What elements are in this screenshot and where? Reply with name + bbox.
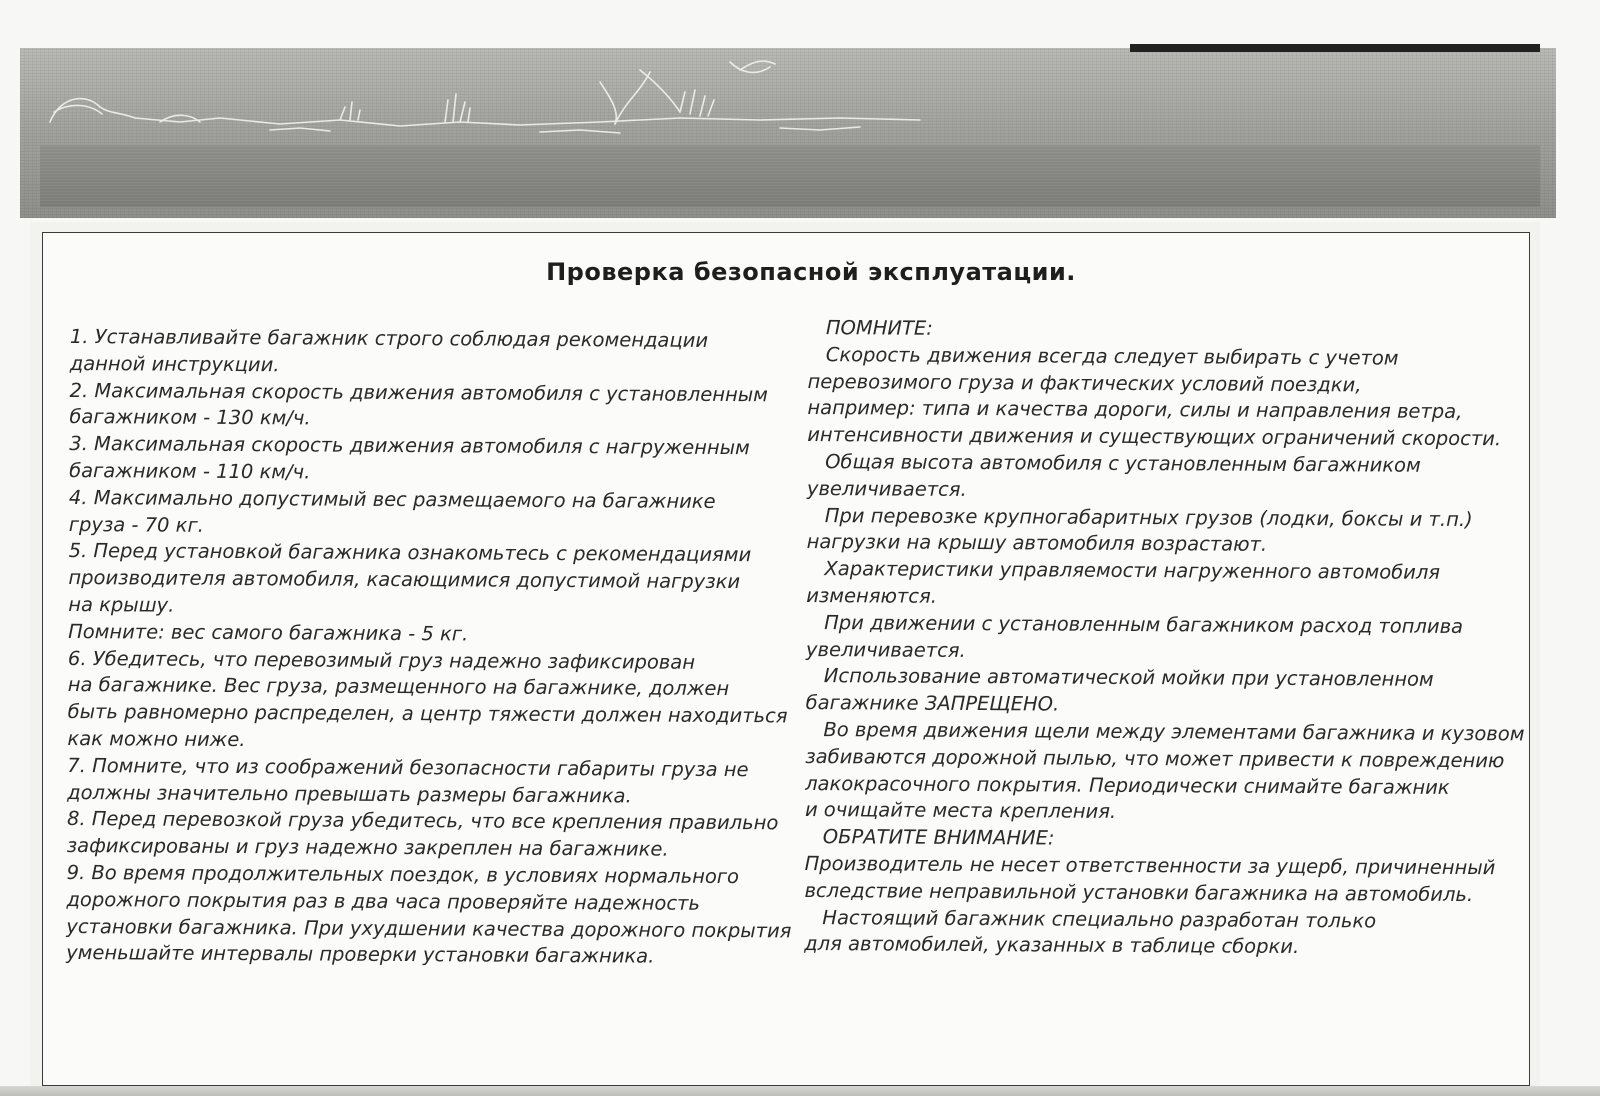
right-line: перевозимого груза и фактических условий поездки,	[807, 369, 1362, 396]
right-line: увеличивается.	[806, 476, 967, 501]
right-line: При движении с установленным багажником расход топлива	[824, 610, 1464, 638]
right-line: лакокрасочного покрытия. Периодически снимайте багажник	[805, 771, 1450, 799]
left-line: установки багажника. При ухудшении качества дорожного покрытия	[66, 914, 792, 942]
left-line: 8. Перед перевозкой груза убедитесь, что все крепления правильно	[66, 807, 779, 835]
right-line: изменяются.	[806, 583, 938, 608]
right-line: для автомобилей, указанных в таблице сборки.	[804, 932, 1300, 959]
right-line: багажнике ЗАПРЕЩЕНО.	[805, 691, 1060, 716]
left-line: 5. Перед установкой багажника ознакомьтесь с рекомендациями	[68, 539, 752, 567]
left-line: груза - 70 кг.	[68, 512, 205, 537]
right-line: ОБРАТИТЕ ВНИМАНИЕ:	[822, 825, 1055, 850]
left-line: как можно ниже.	[67, 726, 246, 752]
right-line: интенсивности движения и существующих ограничений скорости.	[807, 423, 1502, 451]
right-line: Использование автоматической мойки при установленном	[823, 664, 1434, 692]
right-line: Настоящий багажник специально разработан только	[822, 905, 1377, 933]
banner-edge	[1130, 44, 1540, 52]
right-line: например: типа и качества дороги, силы и направления ветра,	[807, 396, 1463, 424]
right-line: ПОМНИТЕ:	[825, 316, 933, 340]
right-line: вследствие неправильной установки багажника на автомобиль.	[804, 878, 1474, 906]
right-line: Производитель не несет ответственности за ущерб, причиненный	[804, 851, 1496, 880]
left-column	[66, 324, 795, 972]
right-line: забиваются дорожной пылью, что может привести к повреждению	[805, 744, 1505, 773]
right-line: нагрузки на крышу автомобиля возрастают.	[806, 530, 1268, 557]
left-line: уменьшайте интервалы проверки установки багажника.	[66, 941, 655, 968]
left-line: производителя автомобиля, касающимися допустимой нагрузки	[68, 566, 741, 594]
page-title: Проверка безопасной эксплуатации.	[546, 258, 1076, 286]
scan-edge	[0, 1086, 1600, 1096]
right-line: Во время движения щели между элементами багажника и кузовом	[823, 718, 1525, 746]
landscape-sketch-icon	[40, 52, 940, 142]
banner-stripe	[40, 145, 1540, 207]
left-line: на крышу.	[68, 592, 175, 617]
left-line: быть равномерно распределен, а центр тяжести должен находиться	[67, 700, 788, 728]
right-line: и очищайте места крепления.	[804, 798, 1117, 824]
left-line: на багажнике. Вес груза, размещенного на багажнике, должен	[67, 673, 730, 701]
left-line: багажником - 110 км/ч.	[69, 458, 311, 484]
left-line: 1. Устанавливайте багажник строго соблюдая рекомендации	[69, 324, 709, 352]
left-line: 6. Убедитесь, что перевозимый груз надежно зафиксирован	[67, 646, 696, 674]
right-line: При перевозке крупногабаритных грузов (лодки, боксы и т.п.)	[824, 503, 1473, 531]
left-line: зафиксированы и груз надежно закреплен на багажнике.	[66, 834, 669, 861]
right-column	[804, 315, 1527, 963]
right-line: Характеристики управляемости нагруженного автомобиля	[824, 557, 1441, 585]
left-line: 3. Максимальная скорость движения автомобиля с нагруженным	[69, 432, 750, 460]
left-line: должны значительно превышать размеры багажника.	[67, 780, 632, 807]
left-line: данной инструкции.	[69, 351, 280, 377]
right-line: увеличивается.	[805, 637, 966, 662]
left-line: 9. Во время продолжительных поездок, в условиях нормального	[66, 860, 740, 889]
left-line: 7. Помните, что из соображений безопасности габариты груза не	[67, 753, 749, 781]
left-line: 2. Максимальная скорость движения автомобиля с установленным	[69, 378, 768, 406]
right-line: Скорость движения всегда следует выбирать с учетом	[825, 342, 1399, 370]
left-line: 4. Максимально допустимый вес размещаемого на багажнике	[68, 485, 716, 513]
left-line: дорожного покрытия раз в два часа проверяйте надежность	[66, 887, 701, 915]
left-line: Помните: вес самого багажника - 5 кг.	[68, 619, 469, 646]
left-line: багажником - 130 км/ч.	[69, 405, 311, 430]
right-line: Общая высота автомобиля с установленным багажником	[825, 450, 1421, 477]
